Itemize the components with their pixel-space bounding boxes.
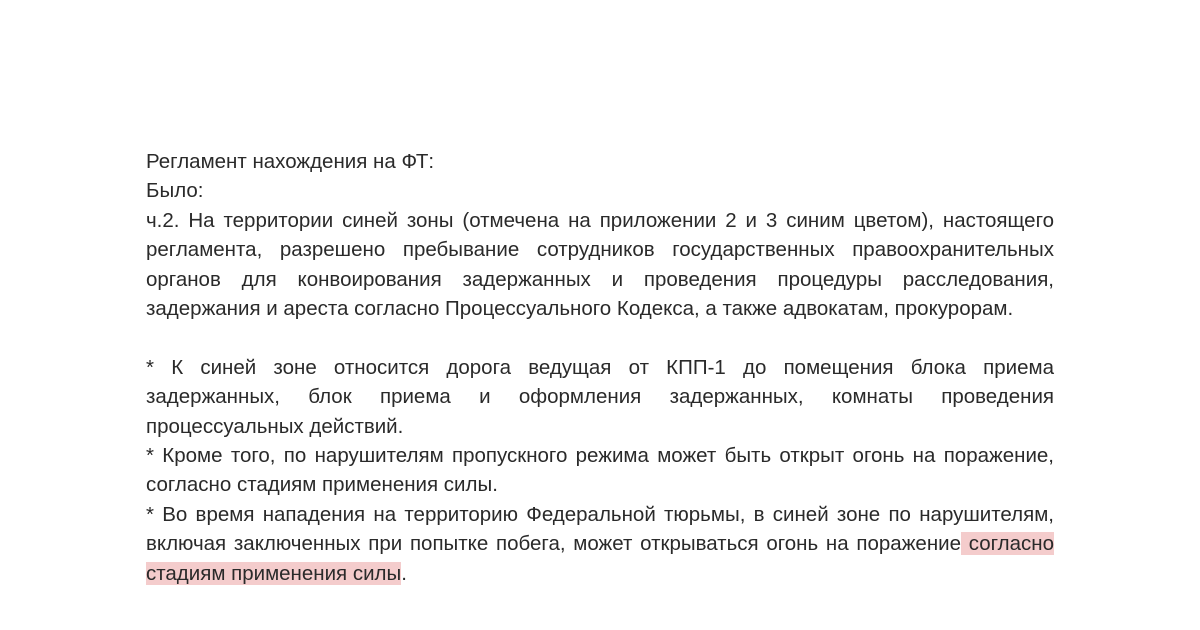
note-paragraph-2: * Кроме того, по нарушителям пропускного режима может быть открыт огонь на поражение, согласно стадиям применения силы. bbox=[146, 444, 1054, 497]
note-3-period: . bbox=[401, 561, 407, 585]
highlighted-text: согласно стадиям применения силы bbox=[146, 532, 1054, 585]
paragraph-spacer bbox=[146, 323, 1054, 352]
note-paragraph-1: * К синей зоне относится дорога ведущая от КПП-1 до помещения блока приема задержанных, блок приема и оформления задержанных, комнаты проведения процессуальных действий. bbox=[146, 355, 1054, 438]
document-title: Регламент нахождения на ФТ: bbox=[146, 150, 435, 173]
clause-paragraph: ч.2. На территории синей зоны (отмечена на приложении 2 и 3 синим цветом), настоящего регламента, разрешено пребывание сотрудников государственных правоохранительных органов для конвоирования задержанных и проведения процедуры расследования, задержания и ареста согласно Процессуального Кодекса, а также адвокатам, прокурорам. bbox=[146, 208, 1054, 321]
note-3-text: * Во время нападения на территорию Федеральной тюрьмы, в синей зоне по нарушителям, включая заключенных при попытке побега, может открываться огонь на поражение bbox=[146, 502, 1054, 556]
was-label: Было: bbox=[146, 179, 204, 203]
document-body bbox=[146, 147, 1054, 588]
note-paragraph-3 bbox=[146, 500, 1054, 588]
